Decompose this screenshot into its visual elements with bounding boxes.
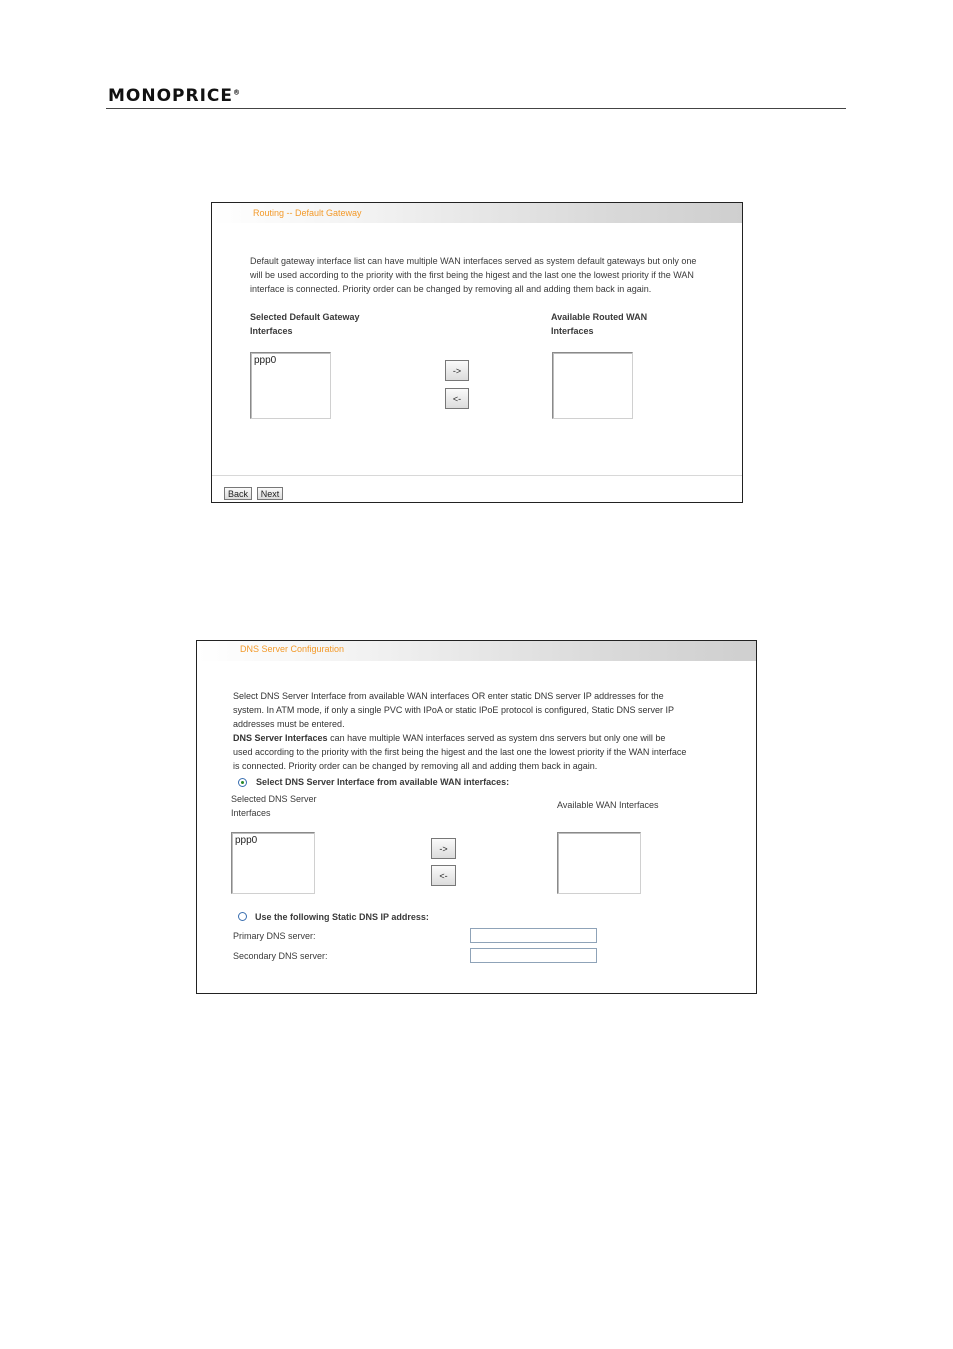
selected-dns-label-line: Selected DNS Server	[231, 794, 317, 804]
secondary-dns-label: Secondary DNS server:	[233, 951, 328, 961]
dns-interfaces-rest: can have multiple WAN interfaces served as system dns servers but only one will be	[327, 733, 666, 743]
available-gateway-label	[551, 310, 647, 338]
static-dns-option-label: Use the following Static DNS IP address:	[255, 912, 429, 922]
list-item[interactable]: ppp0	[235, 835, 258, 846]
dns-title-bar	[197, 641, 756, 661]
next-button[interactable]: Next	[257, 487, 283, 500]
gateway-description-line: will be used according to the priority with the first being the higest and the last one the lowest priority if the WAN	[250, 270, 694, 280]
dns-description-line: used according to the priority with the first being the higest and the last one the lowest priority if the WAN interface	[233, 747, 687, 757]
dns-description-line: is connected. Priority order can be changed by removing all and adding them back in again.	[233, 761, 598, 771]
back-button[interactable]: Back	[224, 487, 252, 500]
gateway-description	[250, 254, 742, 296]
add-dns-button[interactable]: ->	[431, 838, 456, 859]
selected-gateway-listbox[interactable]	[250, 352, 331, 419]
gateway-title: Routing -- Default Gateway	[253, 208, 362, 218]
remove-gateway-button[interactable]: <-	[445, 388, 469, 409]
dns-description	[233, 689, 753, 773]
dns-interfaces-bold: DNS Server Interfaces	[233, 733, 328, 743]
default-gateway-panel	[211, 202, 743, 503]
trademark-symbol: ®	[233, 88, 241, 97]
primary-dns-label: Primary DNS server:	[233, 931, 316, 941]
list-item[interactable]: ppp0	[254, 355, 277, 366]
primary-dns-input[interactable]	[470, 928, 597, 943]
dns-description-line: Select DNS Server Interface from available WAN interfaces OR enter static DNS server IP addresses for the	[233, 691, 664, 701]
available-dns-label: Available WAN Interfaces	[557, 800, 659, 810]
add-gateway-button[interactable]: ->	[445, 360, 469, 381]
dns-description-line: addresses must be entered.	[233, 719, 345, 729]
gateway-title-bar	[212, 203, 742, 223]
dns-interface-radio[interactable]	[238, 778, 247, 787]
available-gateway-label-line: Interfaces	[551, 326, 594, 336]
selected-dns-label-line: Interfaces	[231, 808, 271, 818]
selected-gateway-label-line: Selected Default Gateway	[250, 312, 360, 322]
available-gateway-listbox[interactable]	[552, 352, 633, 419]
selected-gateway-label-line: Interfaces	[250, 326, 293, 336]
dns-description-line: system. In ATM mode, if only a single PVC with IPoA or static IPoE protocol is configured, Static DNS server IP	[233, 705, 675, 715]
brand-name: MONOPRICE	[108, 86, 234, 106]
selected-dns-listbox[interactable]	[231, 832, 315, 894]
header-divider	[106, 108, 846, 109]
remove-dns-button[interactable]: <-	[431, 865, 456, 886]
gateway-description-line: Default gateway interface list can have multiple WAN interfaces served as system default gateways but only one	[250, 256, 697, 266]
dns-interface-option-label: Select DNS Server Interface from available WAN interfaces:	[256, 777, 510, 787]
secondary-dns-input[interactable]	[470, 948, 597, 963]
gateway-description-line: interface is connected. Priority order can be changed by removing all and adding them back in again.	[250, 284, 652, 294]
gateway-footer-divider	[212, 475, 742, 476]
monoprice-logo	[108, 86, 240, 106]
selected-gateway-label	[250, 310, 360, 338]
dns-server-panel	[196, 640, 757, 994]
dns-interfaces-note	[233, 731, 753, 745]
available-gateway-label-line: Available Routed WAN	[551, 312, 648, 322]
available-dns-listbox[interactable]	[557, 832, 641, 894]
static-dns-radio[interactable]	[238, 912, 247, 921]
dns-title: DNS Server Configuration	[240, 644, 345, 654]
selected-dns-label	[231, 792, 317, 820]
